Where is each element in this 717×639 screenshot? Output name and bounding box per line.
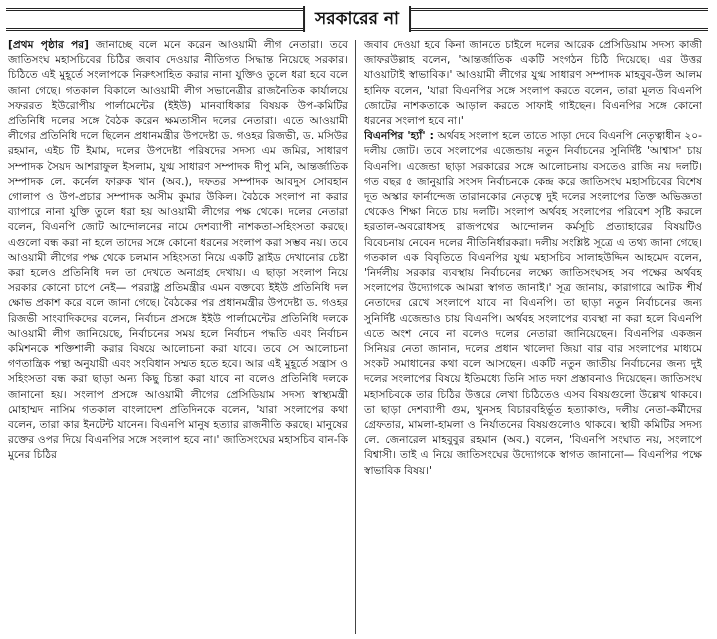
headline-bar <box>6 6 708 32</box>
left-column <box>8 38 348 636</box>
right-paragraph-2 <box>364 129 702 479</box>
right-body-text: অর্থবহ সংলাপ হলে তাতে সাড়া দেবে বিএনপি নেতৃত্বাধীন ২০-দলীয় জোট। তবে সংলাপের এজেন্ডায় নতুন নির্বাচনের সুনির্দিষ্ট 'আশ্বাস' চায় বিএনপি। এজেন্ডা ছাড়া সরকারের সঙ্গে আলোচনায় বসতেও রাজি নয় দলটি। গত বছর ৫ জানুয়ারি সংসদ নির্বাচনকে কেন্দ্র করে জাতিসংঘ মহাসচিবের বিশেষ দূত অস্কার ফার্নান্দেজ তারানকোর নেতৃত্বে দুই দলের সংলাপের তিক্ত অভিজ্ঞতা থেকেও শিক্ষা নিতে চায় দলটি। সংলাপ অর্থবহ সংলাপের পরিবেশ সৃষ্টি করলে হরতাল-অবরোধসহ রাজপথের আন্দোলন কর্মসূচি প্রত্যাহারের বিষয়টিও বিবেচনায় নেবেন দলের নীতিনির্ধারকরা। দলীয় সংশ্লিষ্ট সূত্রে এ তথ্য জানা গেছে। গতকাল এক বিবৃতিতে বিএনপির যুগ্ম মহাসচিব সালাহউদ্দিন আহমেদ বলেন, 'নির্দলীয় সরকার ব্যবস্থায় নির্বাচনের লক্ষ্যে জাতিসংঘসহ সব পক্ষের অর্থবহ সংলাপের উদ্যোগকে আমরা স্বাগত জানাই।' সূত্র জানায়, কারাগারে আটক শীর্ষ নেতাদের রেখে সংলাপে যাবে না বিএনপি। তা ছাড়া নতুন নির্বাচনের জন্য সুনির্দিষ্ট এজেন্ডাও চায় বিএনপি। অর্থবহ সংলাপের ব্যবস্থা না করা হলে বিএনপি এতে অংশ নেবে না বলেও দলের নেতারা জানিয়েছেন। বিএনপির একজন সিনিয়র নেতা জানান, দলের প্রধান খালেদা জিয়া বার বার সংলাপের মাধ্যমে সংকট সমাধানের কথা বলে আসছেন। একটি নতুন জাতীয় নির্বাচনের জন্য দুই দলের সংলাপের বিষয়ে ইতিমধ্যে তিনি সাত দফা প্রস্তাবনাও দিয়েছেন। জাতিসংঘ মহাসচিবকে তার চিঠির উত্তরে লেখা চিঠিতেও এসব বিষয়গুলো উল্লেখ থাকবে। তা ছাড়া দেশব্যাপী গুম, খুনসহ বিচারবহির্ভূত হত্যাকাণ্ড, দলীয় নেতা-কর্মীদের গ্রেফতার, মামলা-হামলা ও নির্যাতনের বিষয়গুলোও থাকবে। স্থায়ী কমিটির সদস্য লে. জেনারেল মাহবুবুর রহমান (অব.) বলেন, 'বিএনপি সংঘাত নয়, সংলাপে বিশ্বাসী। তাই এ নিয়ে জাতিসংঘের উদ্যোগকে স্বাগত জানানো— বিএনপির পক্ষে স্বাভাবিক বিষয়।' <box>364 130 702 477</box>
column-divider <box>355 40 356 634</box>
headline: সরকারের না <box>303 6 411 32</box>
right-paragraph-1: জবাব দেওয়া হবে কিনা জানতে চাইলে দলের আরেক প্রেসিডিয়াম সদস্য কাজী জাফরউল্লাহ বলেন, 'আন্তর্জাতিক একটি সংগঠন চিঠি দিয়েছে। এর উত্তর যাওয়াটাই স্বাভাবিক।' আওয়ামী লীগের যুগ্ম সাধারণ সম্পাদক মাহবুব-উল আলম হানিফ বলেন, 'যারা বিএনপির সঙ্গে সংলাপ করতে বলেন, তারা মূলত বিএনপি জোটের নাশকতাকে আড়াল করতে সাফাই গাইছেন। বিএনপির সঙ্গে কোনো ধরনের সংলাপ হবে না।' <box>364 39 702 128</box>
left-body-text: জানাচ্ছে বলে মনে করেন আওয়ামী লীগ নেতারা। তবে জাতিসংঘ মহাসচিবের চিঠির জবাব দেওয়ার নীতিগত সিদ্ধান্ত নিয়েছে সরকার। চিঠিতে এই মুহূর্তে সংলাপকে নিরুৎসাহিত করার নানা যুক্তিও তুলে ধরা হবে বলে জানা গেছে। গতকাল বিকালে আওয়ামী লীগ সভানেত্রীর রাজনৈতিক কার্যালয়ে সফররত ইউরোপীয় পার্লামেন্টের (ইইউ) মানবাধিকার বিষয়ক উপ-কমিটির প্রতিনিধি দলের সঙ্গে বৈঠক করেন ক্ষমতাসীন দলের নেতারা। এতে আওয়ামী লীগের প্রতিনিধি দলে ছিলেন প্রধানমন্ত্রীর উপদেষ্টা ড. গওহর রিজভী, ড. মসিউর রহমান, এইচ টি ইমাম, দলের উপদেষ্টা পরিষদের সদস্য এম জমির, সাধারণ সম্পাদক সৈয়দ আশরাফুল ইসলাম, যুগ্ম সাধারণ সম্পাদক দীপু মনি, আন্তর্জাতিক সম্পাদক লে. কর্নেল ফারুক খান (অব.), দফতর সম্পাদক আবদুস সোবহান গোলাপ ও উপ-প্রচার সম্পাদক অসীম কুমার উকিল। বৈঠকে সংলাপ না করার ব্যাপারে নানা যুক্তি তুলে ধরা হয় আওয়ামী লীগের পক্ষ থেকে। দলের নেতারা বলেন, বিএনপি জোট আন্দোলনের নামে দেশব্যাপী নাশকতা-সহিংসতা করছে। এগুলো বন্ধ করা না হলে তাদের সঙ্গে কোনো ধরনের সংলাপ করা সম্ভব নয়। তবে আওয়ামী লীগের পক্ষ থেকে চলমান সহিংসতা নিয়ে একটি স্লাইড দেখানোর চেষ্টা করা হলেও প্রতিনিধি দল তা দেখতে অনাগ্রহ দেখায়। এ ছাড়া সংলাপ নিয়ে সরকার কোনো চাপে নেই— পররাষ্ট্র প্রতিমন্ত্রীর এমন বক্তব্যে ইইউ প্রতিনিধি দল ক্ষোভ প্রকাশ করে বলে জানা গেছে। বৈঠকের পর প্রধানমন্ত্রীর উপদেষ্টা ড. গওহর রিজভী সাংবাদিকদের বলেন, নির্বাচন প্রসঙ্গে ইইউ পার্লামেন্টের প্রতিনিধি দলকে আওয়ামী লীগ জানিয়েছে, নির্বাচনের সময় হলে নির্বাচন পদ্ধতি এবং নির্বাচন কমিশনকে শক্তিশালী করার বিষয়ে আলোচনা করা যাবে। তবে সে আলোচনা গণতান্ত্রিক পন্থা অনুযায়ী এবং সংবিধান সম্মত হতে হবে। আর এই মুহূর্তে সন্ত্রাস ও সহিংসতা বন্ধ করা ছাড়া অন্য কিছু চিন্তা করা যাবে না বলেও প্রতিনিধি দলকে জানানো হয়। সংলাপ প্রসঙ্গে আওয়ামী লীগের প্রেসিডিয়াম সদস্য স্বাস্থ্যমন্ত্রী মোহাম্মদ নাসিম গতকাল বাংলাদেশ প্রতিদিনকে বলেন, 'যারা সংলাপের কথা বলেন, তারা কার ইনটেন্ট যানেন। বিএনপি মানুষ হত্যার রাজনীতি করছে। মানুষের রক্তের ওপর দিয়ে বিএনপির সঙ্গে সংলাপ হবে না।' জাতিসংঘের মহাসচিব বান-কি মুনের চিঠির <box>8 39 348 462</box>
left-paragraph <box>8 38 348 464</box>
right-column <box>364 38 702 636</box>
continuation-tag: [প্রথম পৃষ্ঠার পর] <box>8 39 89 51</box>
subhead: বিএনপির 'হ্যাঁ' : <box>364 130 434 143</box>
